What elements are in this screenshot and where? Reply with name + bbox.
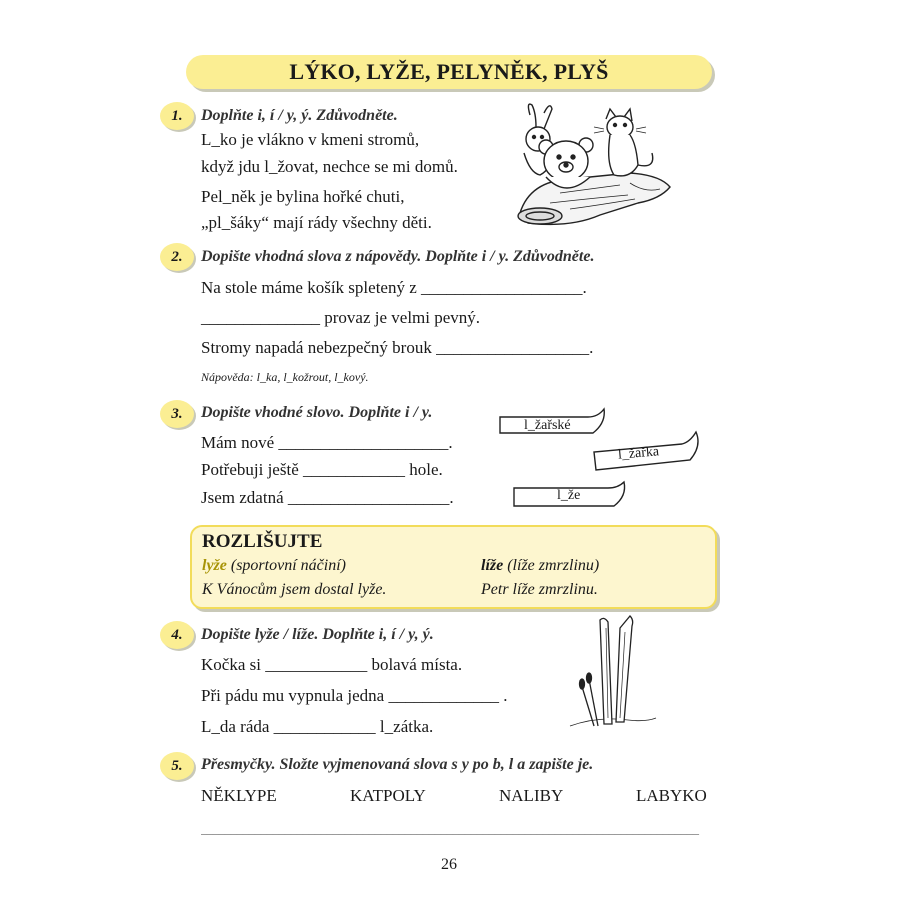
page-number: 26 bbox=[441, 856, 457, 873]
exercise-number-badge: 2. bbox=[160, 243, 194, 271]
rozlisujte-left-definition bbox=[202, 557, 346, 575]
highlight-word: líže bbox=[481, 557, 504, 574]
title-banner bbox=[186, 55, 712, 89]
exercise-line: ______________ provaz je velmi pevný. bbox=[201, 308, 481, 327]
rozlisujte-right-definition bbox=[481, 557, 599, 575]
ski-label: l_že bbox=[557, 488, 581, 503]
page-title: LÝKO, LYŽE, PELYNĚK, PLYŠ bbox=[289, 59, 609, 84]
hint-text: Nápověda: l_ka, l_kožrout, l_kový. bbox=[201, 370, 369, 384]
rozlisujte-right-sentence: Petr líže zmrzlinu. bbox=[481, 581, 598, 598]
ski-label: l_žařské bbox=[524, 418, 571, 433]
exercise-line: Kočka si ____________ bolavá místa. bbox=[201, 655, 463, 674]
exercise-instruction: Dopište lyže / líže. Doplňte i, í / y, ý. bbox=[201, 626, 434, 643]
exercise-number-badge: 5. bbox=[160, 752, 194, 780]
exercise-instruction: Doplňte i, í / y, ý. Zdůvodněte. bbox=[201, 107, 398, 124]
exercise-line: L_da ráda ____________ l_zátka. bbox=[201, 717, 434, 736]
skis-and-poles-illustration bbox=[568, 614, 658, 734]
exercise-line: L_ko je vlákno v kmeni stromů, bbox=[201, 130, 420, 149]
exercise-line: Na stole máme košík spletený z ___________________. bbox=[201, 278, 587, 297]
anagram-word: KATPOLY bbox=[350, 786, 426, 805]
exercise-instruction: Dopište vhodné slovo. Doplňte i / y. bbox=[201, 404, 433, 421]
exercise-line: Mám nové ____________________. bbox=[201, 433, 453, 452]
rozlisujte-heading: ROZLIŠUJTE bbox=[202, 531, 323, 552]
exercise-instruction: Dopište vhodná slova z nápovědy. Doplňte i / y. Zdůvodněte. bbox=[201, 248, 595, 265]
anagram-word: LABYKO bbox=[636, 786, 707, 805]
exercise-number-badge: 1. bbox=[160, 102, 194, 130]
anagram-word: NALIBY bbox=[499, 786, 564, 805]
exercise-instruction: Přesmyčky. Složte vyjmenovaná slova s y po b, l a zapište je. bbox=[201, 756, 594, 773]
exercise-line: když jdu l_žovat, nechce se mi domů. bbox=[201, 157, 458, 176]
exercise-line: Při pádu mu vypnula jedna _____________ . bbox=[201, 686, 508, 705]
anagram-word: NĚKLYPE bbox=[201, 786, 277, 805]
answer-line: ___________________________________________________________________________________ bbox=[201, 822, 699, 836]
exercise-line: Potřebuji ještě ____________ hole. bbox=[201, 460, 443, 479]
exercise-number-badge: 4. bbox=[160, 621, 194, 649]
definition-note: (sportovní náčiní) bbox=[226, 557, 346, 574]
animals-on-bark-illustration bbox=[510, 103, 678, 233]
exercise-number-badge: 3. bbox=[160, 400, 194, 428]
exercise-line: Stromy napadá nebezpečný brouk __________________. bbox=[201, 338, 594, 357]
definition-note: (líže zmrzlinu) bbox=[503, 557, 600, 574]
rozlisujte-left-sentence: K Vánocům jsem dostal lyže. bbox=[202, 581, 387, 598]
exercise-line: „pl_šáky“ mají rády všechny děti. bbox=[201, 213, 432, 232]
exercise-line: Pel_něk je bylina hořké chuti, bbox=[201, 187, 405, 206]
ski-label: l_žařka bbox=[617, 444, 660, 463]
exercise-line: Jsem zdatná ___________________. bbox=[201, 488, 454, 507]
highlight-word: lyže bbox=[202, 557, 227, 574]
